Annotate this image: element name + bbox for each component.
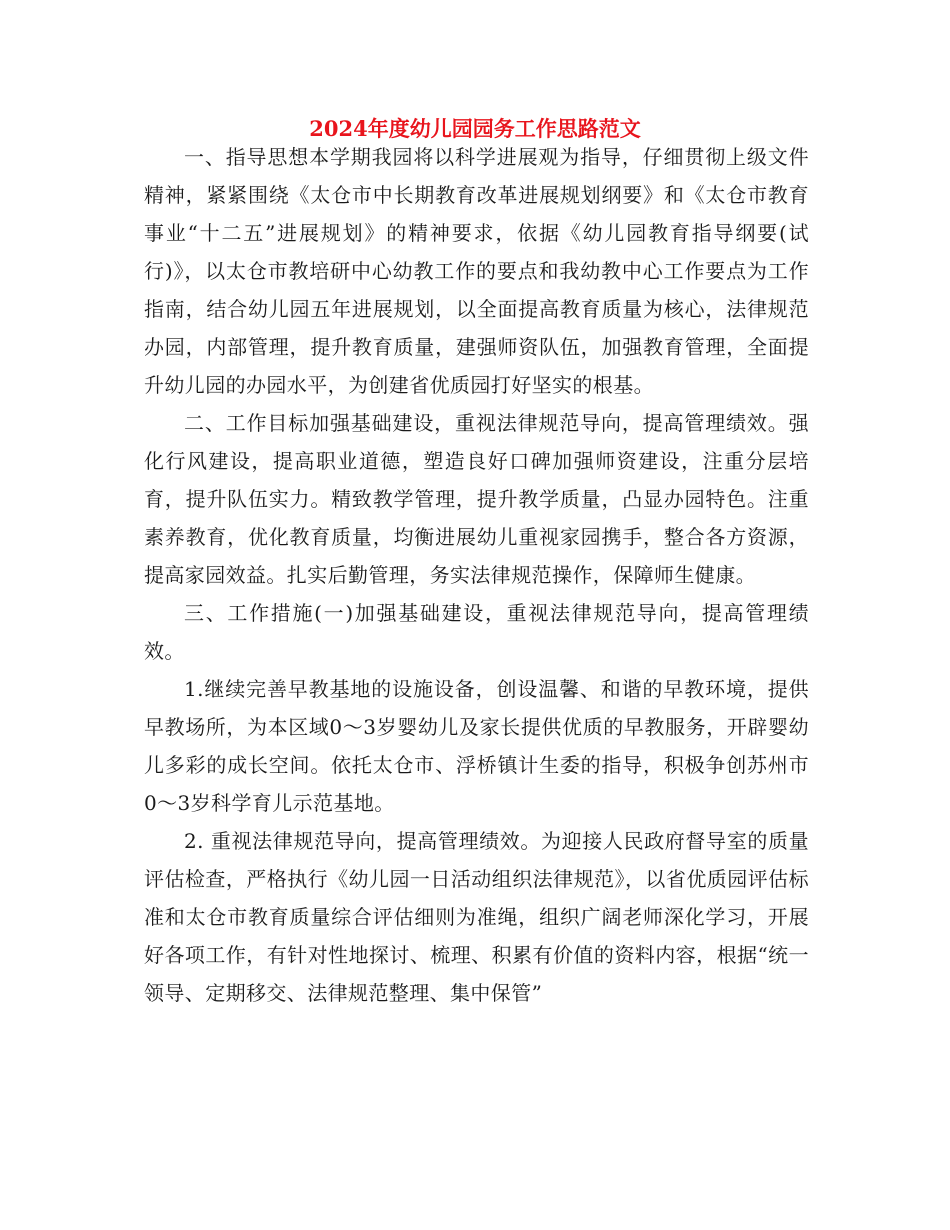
- paragraph-measure-2: 2. 重视法律规范导向，提高管理绩效。为迎接人民政府督导室的质量评估检查，严格执行《幼儿园一日活动组织法律规范》，以省优质园评估标准和太仓市教育质量综合评估细则为准绳，组织广阔老师深化学习，开展好各项工作，有针对性地探讨、梳理、积累有价值的资料内容，根据“统一领导、定期移交、法律规范整理、集中保管”: [144, 829, 809, 1005]
- paragraph-work-goals: 二、工作目标加强基础建设，重视法律规范导向，提高管理绩效。强化行风建设，提高职业道德，塑造良好口碑加强师资建设，注重分层培育，提升队伍实力。精致教学管理，提升教学质量，凸显办园特色。注重素养教育，优化教育质量，均衡进展幼儿重视家园携手，整合各方资源，提高家园效益。扎实后勤管理，务实法律规范操作，保障师生健康。: [144, 411, 809, 587]
- paragraph-work-measures: 三、工作措施(一)加强基础建设，重视法律规范导向，提高管理绩效。: [144, 601, 809, 663]
- paragraph-measure-1: 1.继续完善早教基地的设施设备，创设温馨、和谐的早教环境，提供早教场所，为本区域0～3岁婴幼儿及家长提供优质的早教服务，开辟婴幼儿多彩的成长空间。依托太仓市、浮桥镇计生委的指导，积极争创苏州市0～3岁科学育儿示范基地。: [144, 677, 809, 815]
- paragraph-guiding-ideology: 一、指导思想本学期我园将以科学进展观为指导，仔细贯彻上级文件精神，紧紧围绕《太仓市中长期教育改革进展规划纲要》和《太仓市教育事业“十二五”进展规划》的精神要求，依据《幼儿园教育指导纲要(试行)》，以太仓市教培研中心幼教工作的要点和我幼教中心工作要点为工作指南，结合幼儿园五年进展规划，以全面提高教育质量为核心，法律规范办园，内部管理，提升教育质量，建强师资队伍，加强教育管理，全面提升幼儿园的办园水平，为创建省优质园打好坚实的根基。: [144, 145, 809, 397]
- document-body: [144, 138, 809, 1012]
- document-title: 2024年度幼儿园园务工作思路范文: [309, 116, 641, 141]
